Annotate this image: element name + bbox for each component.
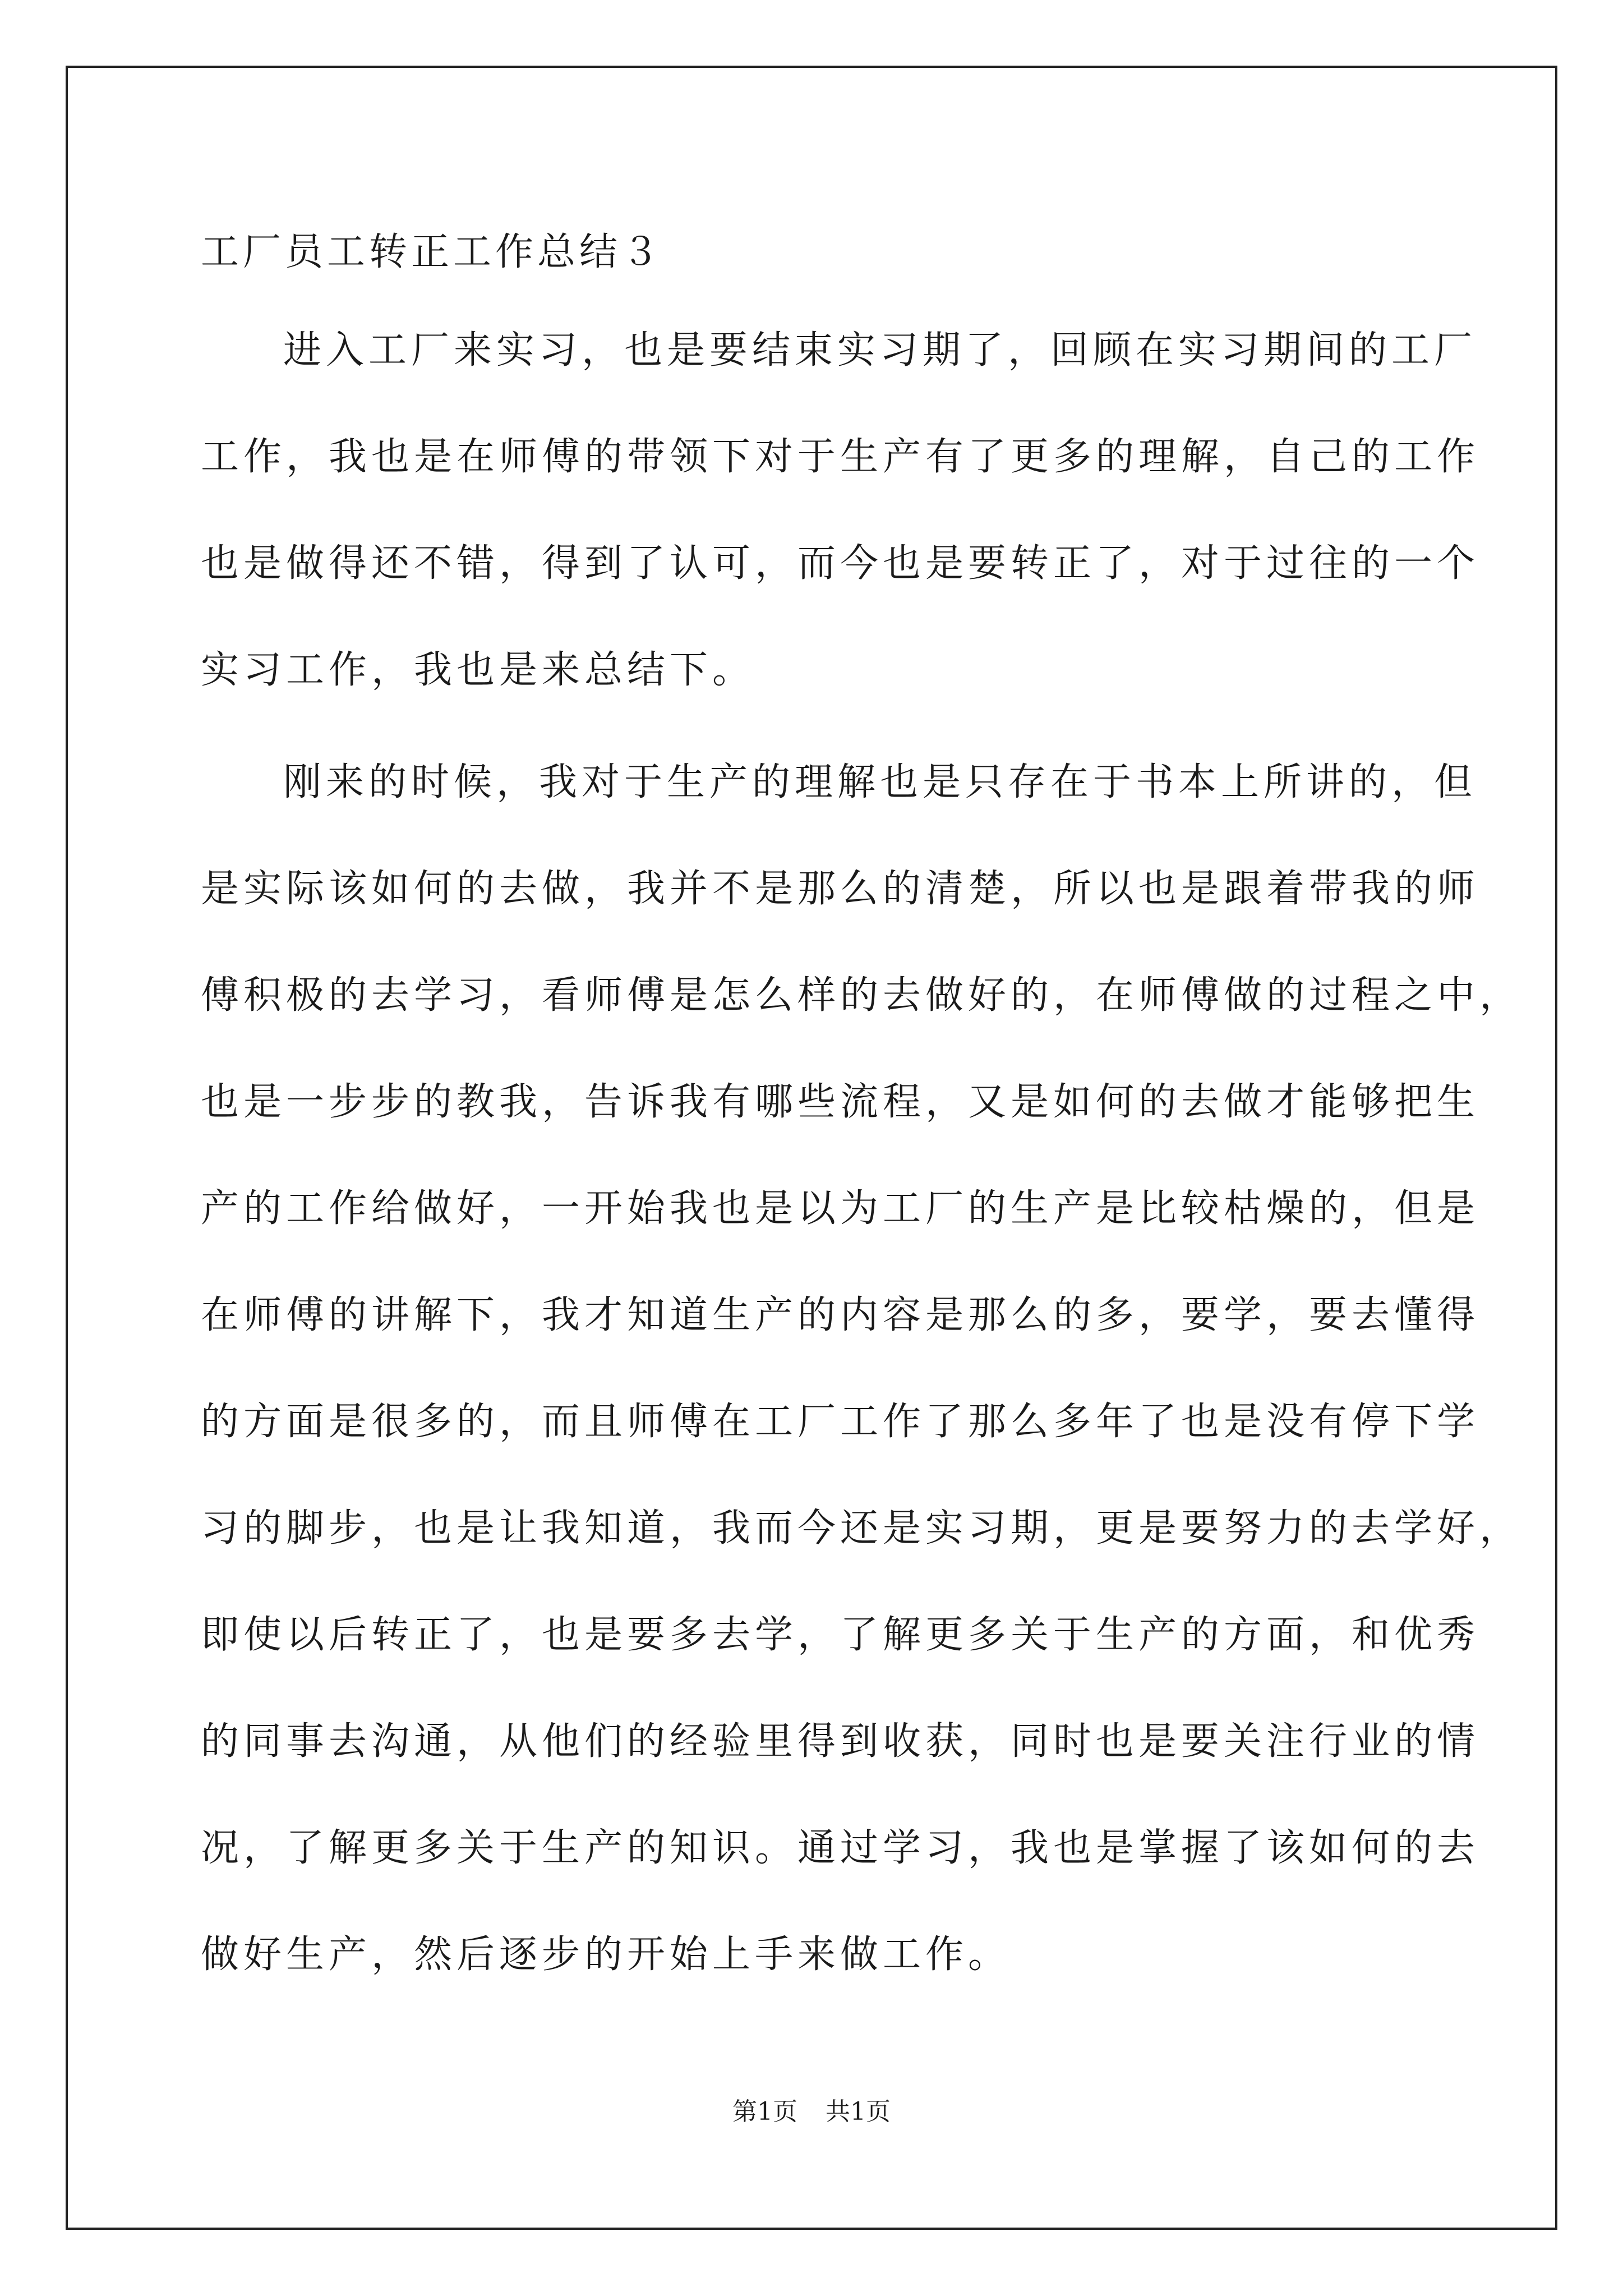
paragraph-1-line-4: 实习工作，我也是来总结下。 bbox=[201, 648, 755, 692]
paragraph-2-line-4: 也是一步步的教我，告诉我有哪些流程，又是如何的去做才能够把生 bbox=[201, 1080, 1480, 1124]
paragraph-1-line-2: 工作，我也是在师傅的带领下对于生产有了更多的理解，自己的工作 bbox=[201, 435, 1480, 479]
paragraph-2-line-11: 况，了解更多关于生产的知识。通过学习，我也是掌握了该如何的去 bbox=[201, 1826, 1480, 1870]
page-number-total: 共1页 bbox=[826, 2097, 891, 2126]
page-number-current: 第1页 bbox=[732, 2097, 797, 2126]
paragraph-1-line-1: 进入工厂来实习，也是要结束实习期了，回顾在实习期间的工厂 bbox=[283, 328, 1477, 372]
paragraph-2-line-6: 在师傅的讲解下，我才知道生产的内容是那么的多，要学，要去懂得 bbox=[201, 1293, 1480, 1337]
paragraph-2-line-7: 的方面是很多的，而且师傅在工厂工作了那么多年了也是没有停下学 bbox=[201, 1400, 1480, 1444]
page-footer bbox=[0, 2095, 1623, 2129]
paragraph-2-line-8: 习的脚步，也是让我知道，我而今还是实习期，更是要努力的去学好， bbox=[201, 1506, 1523, 1550]
paragraph-2-line-3: 傅积极的去学习，看师傅是怎么样的去做好的，在师傅做的过程之中， bbox=[201, 973, 1523, 1018]
paragraph-1-line-3: 也是做得还不错，得到了认可，而今也是要转正了，对于过往的一个 bbox=[201, 541, 1480, 586]
paragraph-2-line-10: 的同事去沟通，从他们的经验里得到收获，同时也是要关注行业的情 bbox=[201, 1719, 1480, 1764]
paragraph-2-line-2: 是实际该如何的去做，我并不是那么的清楚，所以也是跟着带我的师 bbox=[201, 867, 1480, 911]
paragraph-2-line-9: 即使以后转正了，也是要多去学，了解更多关于生产的方面，和优秀 bbox=[201, 1613, 1480, 1657]
paragraph-2-line-5: 产的工作给做好，一开始我也是以为工厂的生产是比较枯燥的，但是 bbox=[201, 1186, 1480, 1231]
paragraph-2-line-12: 做好生产，然后逐步的开始上手来做工作。 bbox=[201, 1932, 1011, 1977]
paragraph-2-line-1: 刚来的时候，我对于生产的理解也是只存在于书本上所讲的，但 bbox=[283, 760, 1477, 804]
page-border bbox=[66, 66, 1557, 2230]
document-title: 工厂员工转正工作总结３ bbox=[201, 230, 664, 274]
